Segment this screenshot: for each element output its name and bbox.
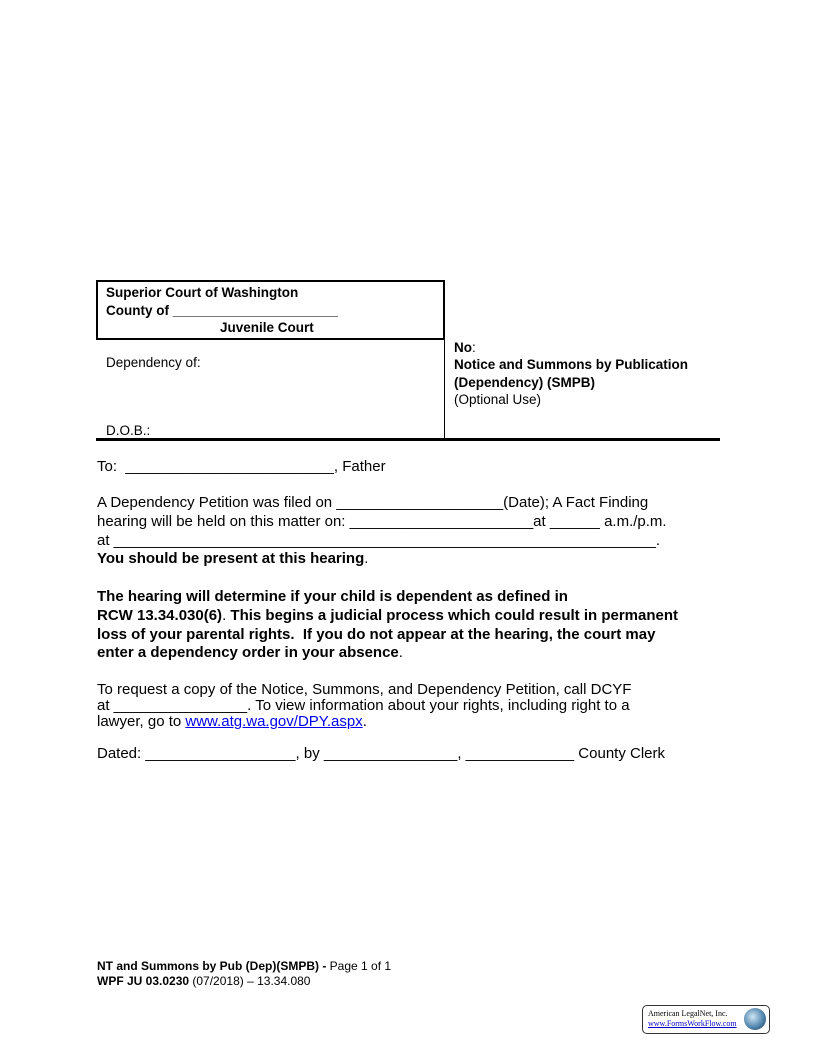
atg-link[interactable]: www.atg.wa.gov/DPY.aspx <box>185 713 363 730</box>
petition-line-2: hearing will be held on this matter on: ______________________at ______ a.m./p.m. <box>97 513 667 530</box>
request-line-1: To request a copy of the Notice, Summons, and Dependency Petition, call DCYF <box>97 681 632 698</box>
to-line: To: _________________________, Father <box>97 458 386 475</box>
petition-line-1: A Dependency Petition was filed on ____________________(Date); A Fact Finding <box>97 494 649 511</box>
hearing-text: enter a dependency order in your absence <box>97 644 399 661</box>
no-label: No <box>454 340 472 355</box>
footer-line-2 <box>97 974 310 989</box>
footer-form-number: WPF JU 03.0230 <box>97 974 190 988</box>
period: . <box>398 644 403 661</box>
badge-url[interactable]: www.FormsWorkFlow.com <box>648 1019 737 1028</box>
no-colon: : <box>472 340 476 355</box>
request-line-3 <box>97 712 367 731</box>
be-present-line <box>97 549 368 568</box>
period: . <box>222 607 231 624</box>
case-number-label <box>454 339 476 357</box>
request-line-2: at ________________. To view information about your rights, including right to a <box>97 697 630 714</box>
period: . <box>362 713 367 730</box>
rcw-ref: RCW 13.34.030(6) <box>97 607 223 624</box>
page-number: Page 1 of 1 <box>329 959 392 973</box>
be-present-text: You should be present at this hearing <box>97 550 365 567</box>
county-field: County of ______________________ <box>106 303 338 318</box>
dob-label: D.O.B.: <box>106 423 151 438</box>
footer-revision: (07/2018) – 13.34.080 <box>189 974 311 988</box>
hearing-text: This begins a judicial process which could result in permanent <box>230 607 679 624</box>
court-name: Superior Court of Washington <box>106 285 299 300</box>
optional-use: (Optional Use) <box>454 392 542 407</box>
legalnet-badge[interactable] <box>642 1005 770 1034</box>
form-title-1: Notice and Summons by Publication <box>454 357 689 372</box>
hearing-line-2 <box>97 606 678 625</box>
hearing-line-3: loss of your parental rights. If you do not appear at the hearing, the court may <box>97 626 656 643</box>
caption-bottom-rule <box>96 438 720 441</box>
dependency-of-label: Dependency of: <box>106 355 201 370</box>
form-title-2: (Dependency) (SMPB) <box>454 375 596 390</box>
footer-form-name: NT and Summons by Pub (Dep)(SMPB) - <box>97 959 330 973</box>
caption-divider <box>444 280 445 440</box>
hearing-line-1: The hearing will determine if your child is dependent as defined in <box>97 588 568 605</box>
juvenile-court: Juvenile Court <box>220 320 314 335</box>
badge-company: American LegalNet, Inc. <box>648 1009 728 1018</box>
globe-icon <box>744 1008 766 1030</box>
footer-line-1 <box>97 959 391 974</box>
petition-line-3: at _________________________________________________________________. <box>97 532 661 549</box>
request-text: lawyer, go to <box>97 713 186 730</box>
period: . <box>364 550 369 567</box>
hearing-line-4 <box>97 643 403 662</box>
dated-line: Dated: __________________, by ________________, _____________ County Clerk <box>97 745 665 762</box>
